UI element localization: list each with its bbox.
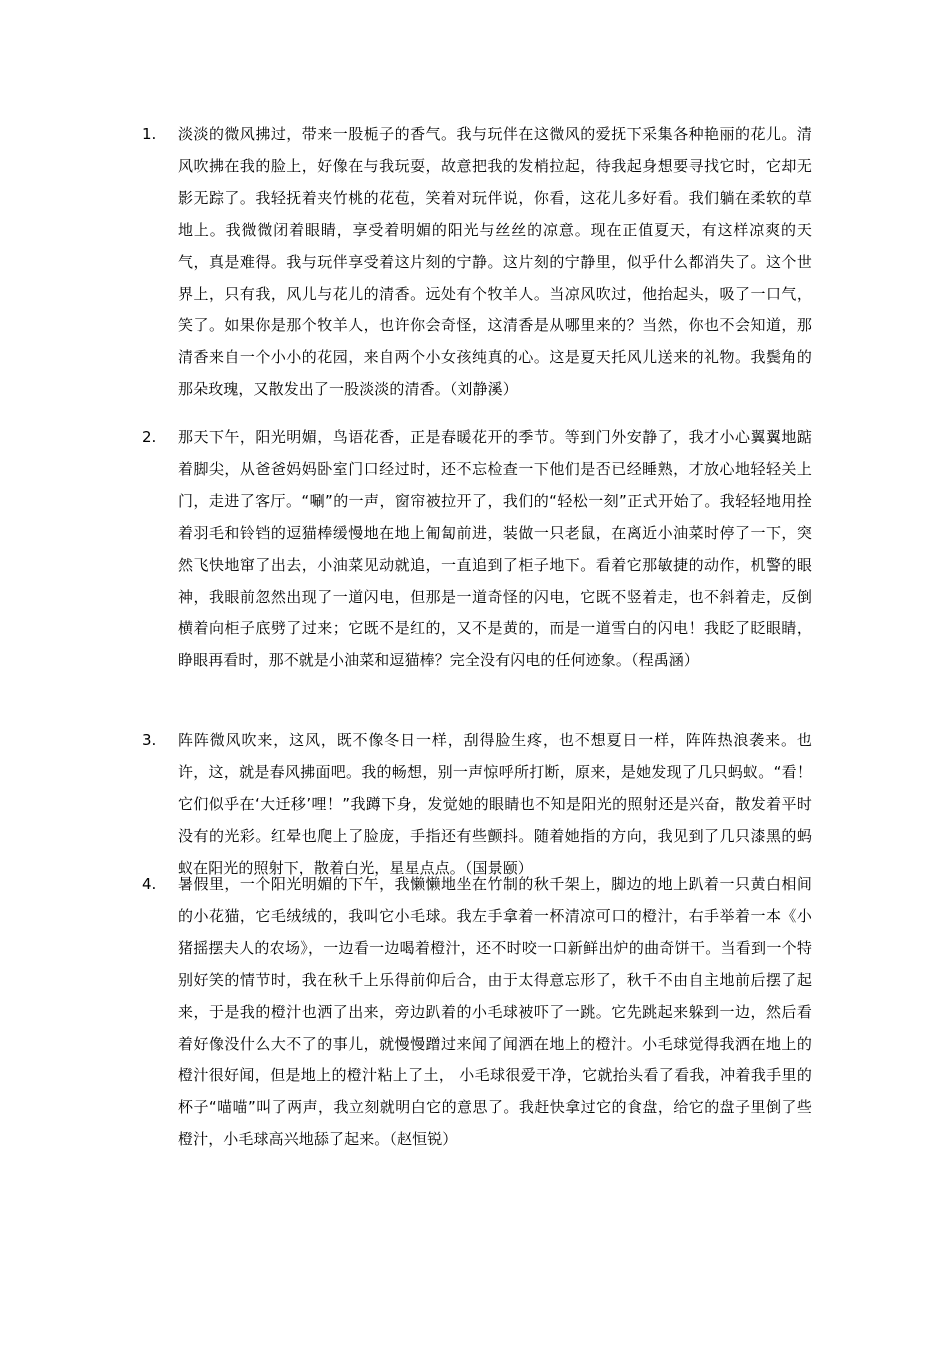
list-item-paragraph: 淡淡的微风拂过，带来一股栀子的香气。我与玩伴在这微风的爱抚下采集各种艳丽的花儿。清风吹拂在我的脸上，好像在与我玩耍，故意把我的发梢拉起，待我起身想要寻找它时，它却无影无踪了。我轻抚着夹竹桃的花苞，笑着对玩伴说，你看，这花儿多好看。我们躺在柔软的草地上。我微微闭着眼睛，享受着明媚的阳光与丝丝的凉意。现在正值夏天，有这样凉爽的天气，真是难得。我与玩伴享受着这片刻的宁静。这片刻的宁静里，似乎什么都消失了。这个世界上，只有我，风儿与花儿的清香。远处有个牧羊人。当凉风吹过，他抬起头，吸了一口气，笑了。如果你是那个牧羊人，也许你会奇怪，这清香是从哪里来的？当然，你也不会知道，那清香来自一个小小的花园，来自两个小女孩纯真的心。这是夏天托风儿送来的礼物。我鬓角的那朵玫瑰，又散发出了一股淡淡的清香。（刘静溪） xyxy=(178,125,812,399)
list-item-paragraph: 那天下午，阳光明媚，鸟语花香，正是春暖花开的季节。等到门外安静了，我才小心翼翼地踮着脚尖，从爸爸妈妈卧室门口经过时，还不忘检查一下他们是否已经睡熟，才放心地轻轻关上门，走进了客厅。“唰”的一声，窗帘被拉开了，我们的“轻松一刻”正式开始了。我轻轻地用拴着羽毛和铃铛的逗猫棒缓慢地在地上匍匐前进，装做一只老鼠，在离近小油菜时停了一下，突然飞快地窜了出去，小油菜见动就追，一直追到了柜子地下。看着它那敏捷的动作，机警的眼神，我眼前忽然出现了一道闪电，但那是一道奇怪的闪电，它既不竖着走，也不斜着走，反倒横着向柜子底劈了过来；它既不是红的，又不是黄的，而是一道雪白的闪电！我眨了眨眼睛，睁眼再看时，那不就是小油菜和逗猫棒？完全没有闪电的任何迹象。（程禹涵） xyxy=(178,428,812,670)
list-item-number: 2. xyxy=(142,428,157,446)
list-item-number: 3. xyxy=(142,731,157,749)
list-item-number: 1. xyxy=(142,125,157,143)
list-item-paragraph: 暑假里，一个阳光明媚的下午，我懒懒地坐在竹制的秋千架上，脚边的地上趴着一只黄白相间的小花猫，它毛绒绒的，我叫它小毛球。我左手拿着一杯清凉可口的橙汁，右手举着一本《小猪摇摆夫人的农场》，一边看一边喝着橙汁，还不时咬一口新鲜出炉的曲奇饼干。当看到一个特别好笑的情节时，我在秋千上乐得前仰后合，由于太得意忘形了，秋千不由自主地前后摆了起来，于是我的橙汁也洒了出来，旁边趴着的小毛球被吓了一跳。它先跳起来躲到一边，然后看着好像没什么大不了的事儿，就慢慢蹭过来闻了闻洒在地上的橙汁。小毛球觉得我洒在地上的橙汁很好闻，但是地上的橙汁粘上了土， 小毛球很爱干净，它就抬头看了看我，冲着我手里的杯子“喵喵”叫了两声，我立刻就明白它的意思了。我赶快拿过它的食盘，给它的盘子里倒了些橙汁，小毛球高兴地舔了起来。（赵恒锐） xyxy=(178,875,812,1149)
list-item-paragraph: 阵阵微风吹来，这风，既不像冬日一样，刮得脸生疼，也不想夏日一样，阵阵热浪袭来。也许，这，就是春风拂面吧。我的畅想，别一声惊呼所打断，原来，是她发现了几只蚂蚁。“看！它们似乎在‘大迁移’哩！”我蹲下身，发觉她的眼睛也不知是阳光的照射还是兴奋，散发着平时没有的光彩。红晕也爬上了脸庞，手指还有些颤抖。随着她指的方向，我见到了几只漆黑的蚂蚁在阳光的照射下，散着白光，星星点点。（国景颐） xyxy=(178,731,812,877)
list-item-number: 4. xyxy=(142,875,157,893)
